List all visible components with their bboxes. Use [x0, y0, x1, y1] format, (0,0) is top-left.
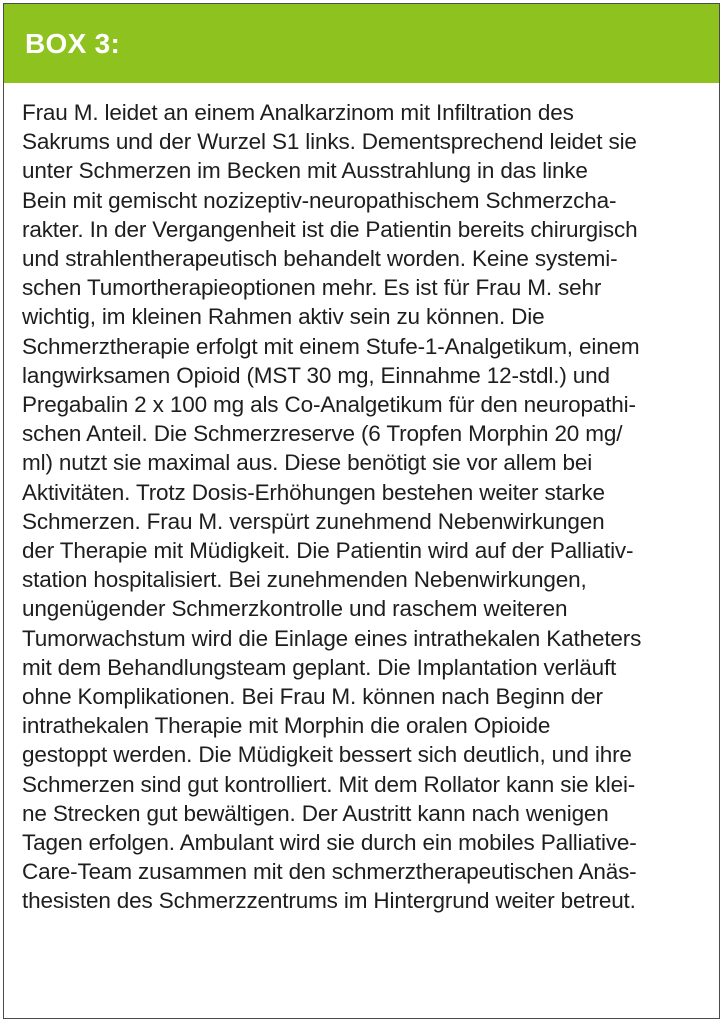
body-text-line: langwirksamen Opioid (MST 30 mg, Einnahme 12-stdl.) und [22, 362, 610, 388]
body-text-line: thesisten des Schmerzzentrums im Hintergrund weiter betreut. [22, 888, 636, 914]
body-text-line: Bein mit gemischt nozizeptiv-neuropathischem Schmerzcha- [22, 187, 617, 213]
body-text-line: ml) nutzt sie maximal aus. Diese benötigt sie vor allem bei [22, 450, 593, 476]
box-title: BOX 3: [25, 27, 121, 59]
body-text-line: rakter. In der Vergangenheit ist die Patientin bereits chirurgisch [22, 216, 638, 242]
body-text-line: Pregabalin 2 x 100 mg als Co-Analgetikum für den neuropathi- [22, 392, 636, 418]
body-text-line: Schmerzen. Frau M. verspürt zunehmend Nebenwirkungen [22, 508, 605, 534]
body-text-line: unter Schmerzen im Becken mit Ausstrahlung in das linke [22, 158, 588, 184]
body-text-line: Tumorwachstum wird die Einlage eines intrathekalen Katheters [22, 625, 642, 651]
body-text-line: intrathekalen Therapie mit Morphin die oralen Opioide [22, 713, 551, 739]
body-text-line: mit dem Behandlungsteam geplant. Die Implantation verläuft [22, 654, 617, 680]
body-text-line: der Therapie mit Müdigkeit. Die Patientin wird auf der Palliativ- [22, 538, 634, 564]
body-text-line: Tagen erfolgen. Ambulant wird sie durch ein mobiles Palliative- [22, 830, 637, 856]
box-header [4, 4, 719, 83]
body-text-line: schen Anteil. Die Schmerzreserve (6 Tropfen Morphin 20 mg/ [22, 421, 623, 447]
body-text-line: station hospitalisiert. Bei zunehmenden Nebenwirkungen, [22, 567, 587, 593]
body-text-line: Sakrums und der Wurzel S1 links. Dementsprechend leidet sie [22, 129, 637, 155]
body-text-line: Schmerzen sind gut kontrolliert. Mit dem Rollator kann sie klei- [22, 771, 636, 797]
body-text-line: Frau M. leidet an einem Analkarzinom mit Infiltration des [22, 100, 574, 125]
body-text-line: schen Tumortherapieoptionen mehr. Es ist für Frau M. sehr [22, 275, 602, 301]
body-text-line: Schmerztherapie erfolgt mit einem Stufe-1-Analgetikum, einem [22, 333, 640, 359]
body-text-line: wichtig, im kleinen Rahmen aktiv sein zu können. Die [22, 304, 545, 330]
body-text-line: ohne Komplikationen. Bei Frau M. können nach Beginn der [22, 684, 603, 710]
body-text-line: gestoppt werden. Die Müdigkeit bessert sich deutlich, und ihre [22, 742, 632, 768]
box-body [4, 83, 719, 916]
body-text-line: ne Strecken gut bewältigen. Der Austritt kann nach wenigen [22, 800, 609, 826]
body-text-line: Care-Team zusammen mit den schmerztherapeutischen Anäs- [22, 859, 637, 885]
body-text-line: Aktivitäten. Trotz Dosis-Erhöhungen bestehen weiter starke [22, 479, 605, 505]
info-box [3, 3, 720, 1019]
body-text-line: und strahlentherapeutisch behandelt worden. Keine systemi- [22, 246, 618, 272]
body-text-line: ungenügender Schmerzkontrolle und raschem weiteren [22, 596, 568, 622]
